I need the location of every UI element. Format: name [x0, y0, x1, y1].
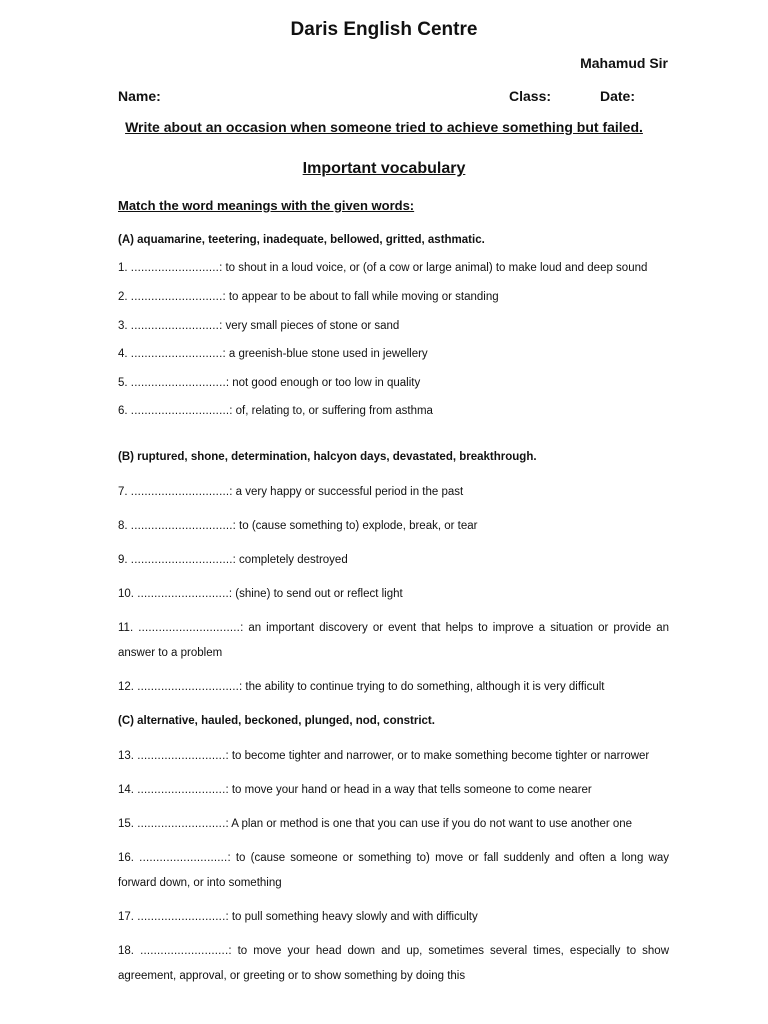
item-definition: : of, relating to, or suffering from asthma: [229, 405, 433, 417]
item-definition: : a greenish-blue stone used in jewellery: [222, 348, 428, 360]
item-number: 16.: [118, 852, 140, 864]
answer-blank[interactable]: ..........................: [130, 262, 220, 274]
item-number: 17.: [118, 911, 138, 923]
item-number: 11.: [118, 622, 139, 634]
item-number: 14.: [118, 784, 138, 796]
item-number: 5.: [118, 377, 131, 389]
item-definition: : to pull something heavy slowly and with difficulty: [225, 911, 478, 923]
vocab-item: [118, 554, 348, 566]
answer-blank[interactable]: ..........................: [140, 945, 229, 957]
answer-blank[interactable]: ..........................: [137, 818, 226, 830]
item-number: 10.: [118, 588, 138, 600]
vocab-item: [118, 262, 647, 274]
vocab-item: [118, 681, 604, 693]
answer-blank[interactable]: ...........................: [137, 588, 229, 600]
item-definition: : (shine) to send out or reflect light: [228, 588, 403, 600]
answer-blank[interactable]: ..............................: [130, 520, 233, 532]
vocab-item: [118, 945, 669, 957]
answer-blank[interactable]: .............................: [130, 405, 230, 417]
item-definition: : to become tighter and narrower, or to make something become tighter or narrower: [225, 750, 650, 762]
item-definition: : to move your hand or head in a way that tells someone to come nearer: [225, 784, 592, 796]
item-number: 6.: [118, 405, 131, 417]
worksheet-title: Daris English Centre: [290, 19, 478, 40]
item-number: 1.: [118, 262, 131, 274]
teacher-name: Mahamud Sir: [580, 55, 668, 71]
answer-blank[interactable]: ...........................: [130, 291, 223, 303]
item-number: 12.: [118, 681, 138, 693]
item-number: 9.: [118, 554, 131, 566]
answer-blank[interactable]: .............................: [130, 486, 230, 498]
item-number: 15.: [118, 818, 138, 830]
date-label: Date:: [600, 88, 636, 104]
answer-blank[interactable]: ..........................: [137, 784, 226, 796]
item-definition: : to move your head down and up, sometimes several times, especially to show: [228, 945, 669, 957]
vocab-item: [118, 377, 420, 389]
item-definition: : an important discovery or event that helps to improve a situation or provide an: [240, 622, 669, 634]
item-definition: : a very happy or successful period in the past: [229, 486, 464, 498]
vocab-item: [118, 784, 592, 796]
answer-blank[interactable]: ..............................: [130, 554, 233, 566]
item-definition: : very small pieces of stone or sand: [219, 320, 400, 332]
vocab-item: [118, 750, 649, 762]
item-definition: : not good enough or too low in quality: [225, 377, 421, 389]
item-definition: : to (cause something to) explode, break, or tear: [232, 520, 478, 532]
item-definition: : to shout in a loud voice, or (of a cow or large animal) to make loud and deep sound: [219, 262, 648, 274]
vocab-item: [118, 348, 428, 360]
answer-blank[interactable]: ..............................: [138, 622, 241, 634]
answer-blank[interactable]: ..........................: [130, 320, 220, 332]
item-definition: : to appear to be about to fall while moving or standing: [222, 291, 499, 303]
answer-blank[interactable]: ..........................: [137, 750, 226, 762]
vocab-item: [118, 818, 632, 830]
item-number: 2.: [118, 291, 131, 303]
vocab-item: [118, 588, 403, 600]
vocab-item: [118, 291, 499, 303]
vocab-item: [118, 320, 399, 332]
section-c-words: (C) alternative, hauled, beckoned, plunged, nod, constrict.: [118, 715, 435, 727]
section-b-words: (B) ruptured, shone, determination, halcyon days, devastated, breakthrough.: [118, 451, 537, 463]
vocab-item: [118, 622, 669, 634]
item-definition-continuation: answer to a problem: [118, 647, 223, 659]
answer-blank[interactable]: ............................: [130, 377, 226, 389]
vocab-item: [118, 852, 669, 864]
item-definition: : the ability to continue trying to do something, although it is very difficult: [239, 681, 605, 693]
answer-blank[interactable]: ..........................: [139, 852, 228, 864]
item-definition: : completely destroyed: [232, 554, 348, 566]
item-number: 13.: [118, 750, 138, 762]
item-number: 7.: [118, 486, 131, 498]
item-number: 18.: [118, 945, 141, 957]
item-number: 8.: [118, 520, 131, 532]
item-definition-continuation: agreement, approval, or greeting or to show something by doing this: [118, 970, 466, 982]
name-label: Name:: [118, 88, 161, 104]
vocab-item: [118, 520, 477, 532]
instruction-text: Match the word meanings with the given words:: [118, 198, 415, 213]
vocabulary-heading: Important vocabulary: [302, 160, 466, 177]
vocab-item: [118, 405, 433, 417]
section-a-words: (A) aquamarine, teetering, inadequate, bellowed, gritted, asthmatic.: [118, 234, 485, 246]
answer-blank[interactable]: ...........................: [130, 348, 223, 360]
item-number: 4.: [118, 348, 131, 360]
answer-blank[interactable]: ..............................: [137, 681, 240, 693]
item-definition: : A plan or method is one that you can use if you do not want to use another one: [225, 818, 633, 830]
writing-prompt: Write about an occasion when someone tried to achieve something but failed.: [125, 119, 643, 135]
vocab-item: [118, 486, 463, 498]
answer-blank[interactable]: ..........................: [137, 911, 226, 923]
item-number: 3.: [118, 320, 131, 332]
item-definition: : to (cause someone or something to) move or fall suddenly and often a long way: [227, 852, 669, 864]
vocab-item: [118, 911, 478, 923]
class-label: Class:: [509, 88, 552, 104]
item-definition-continuation: forward down, or into something: [118, 877, 282, 889]
